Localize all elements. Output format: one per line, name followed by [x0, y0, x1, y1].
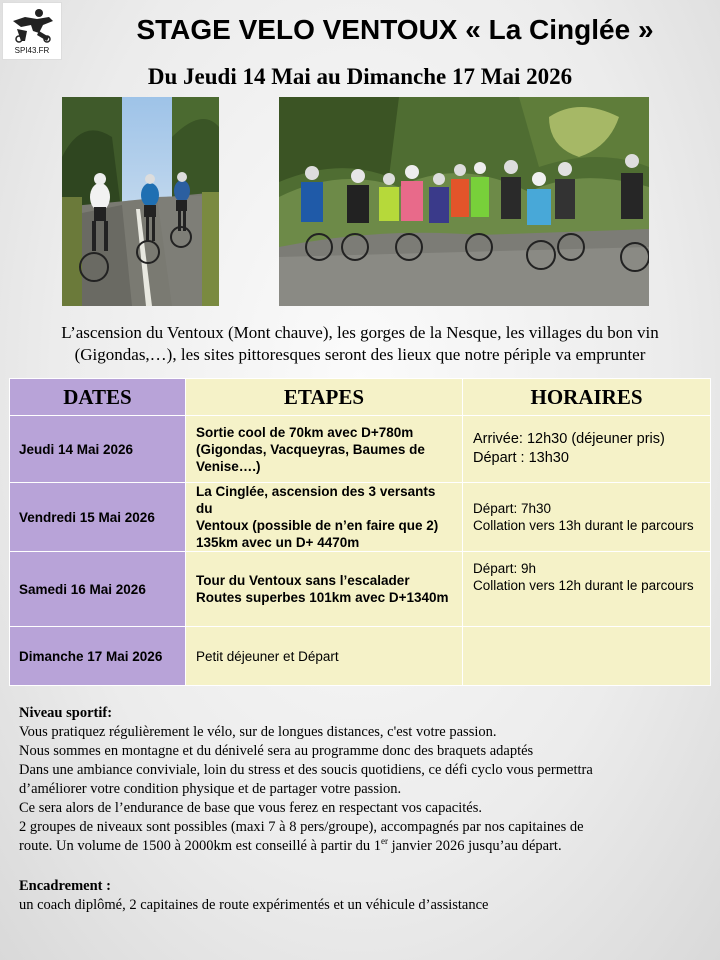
step-line: Ventoux (possible de n’en faire que 2) — [196, 518, 439, 533]
row-step — [186, 552, 463, 627]
logo-text: SPI43.FR — [14, 46, 50, 55]
table-row — [10, 627, 711, 686]
sport-line: Vous pratiquez régulièrement le vélo, sur de longues distances, c'est votre passion. — [19, 724, 497, 740]
row-date: Dimanche 17 Mai 2026 — [10, 627, 186, 686]
cyclist-icon — [9, 7, 57, 45]
step-line: Venise….) — [196, 458, 261, 474]
row-step — [186, 416, 463, 483]
table-row — [10, 416, 711, 483]
header-etapes: ETAPES — [186, 379, 463, 416]
sport-line: Ce sera alors de l’endurance de base que vous ferez en respectant vos capacités. — [19, 800, 482, 816]
sport-line-last — [19, 837, 709, 856]
intro-line-1: L’ascension du Ventoux (Mont chauve), les gorges de la Nesque, les villages du bon vin — [61, 323, 659, 342]
row-hours — [463, 483, 711, 552]
schedule-table — [9, 378, 711, 686]
step-line: Routes superbes 101km avec D+1340m — [196, 590, 449, 605]
row-date: Vendredi 15 Mai 2026 — [10, 483, 186, 552]
hour-line: Arrivée: 12h30 (déjeuner pris) — [473, 431, 665, 447]
row-step — [186, 627, 463, 686]
logo — [2, 2, 62, 60]
staff-heading: Encadrement : — [19, 878, 111, 894]
step-line: Petit déjeuner et Départ — [196, 648, 339, 664]
table-row — [10, 483, 711, 552]
sport-line: Dans une ambiance conviviale, loin du stress et des soucis quotidiens, ce défi cyclo vous permettra — [19, 762, 593, 778]
header-horaires: HORAIRES — [463, 379, 711, 416]
step-line: 135km avec un D+ 4470m — [196, 535, 360, 550]
table-row — [10, 552, 711, 627]
sport-heading: Niveau sportif: — [19, 705, 113, 721]
hour-line: Collation vers 13h durant le parcours — [473, 518, 694, 533]
sport-last-start: route. Un volume de 1500 à 2000km est conseillé à partir du 1 — [19, 838, 382, 854]
page-subtitle: Du Jeudi 14 Mai au Dimanche 17 Mai 2026 — [147, 64, 573, 89]
step-line: (Gigondas, Vacqueyras, Baumes de — [196, 441, 425, 457]
hour-line: Départ: 9h — [473, 561, 537, 576]
row-date: Jeudi 14 Mai 2026 — [10, 416, 186, 483]
row-date: Samedi 16 Mai 2026 — [10, 552, 186, 627]
photo-cyclists-road — [62, 97, 219, 306]
staff-section — [19, 877, 709, 915]
step-line: Tour du Ventoux sans l’escalader — [196, 573, 410, 588]
staff-text: un coach diplômé, 2 capitaines de route expérimentés et un véhicule d’assistance — [19, 897, 489, 913]
row-step — [186, 483, 463, 552]
row-hours — [463, 627, 711, 686]
hour-line: Collation vers 12h durant le parcours — [473, 578, 694, 593]
step-line: La Cinglée, ascension des 3 versants du — [196, 484, 436, 516]
intro-text — [0, 322, 720, 366]
table-header-row — [10, 379, 711, 416]
sport-last-end: janvier 2026 jusqu’au départ. — [388, 838, 562, 854]
row-hours — [463, 552, 711, 627]
hour-line: Départ : 13h30 — [473, 450, 569, 466]
page-title: STAGE VELO VENTOUX « La Cinglée » — [136, 14, 654, 45]
sport-line: 2 groupes de niveaux sont possibles (maxi 7 à 8 pers/groupe), accompagnés par nos capitaines de — [19, 819, 584, 835]
intro-line-2: (Gigondas,…), les sites pittoresques seront des lieux que notre périple va emprunter — [74, 345, 646, 364]
sport-level-section — [19, 704, 709, 856]
step-line: Sortie cool de 70km avec D+780m — [196, 424, 414, 440]
sport-line: d’améliorer votre condition physique et de partager votre passion. — [19, 781, 402, 797]
row-hours — [463, 416, 711, 483]
photo-group-cyclists — [279, 97, 649, 306]
hour-line: Départ: 7h30 — [473, 501, 552, 516]
sport-line: Nous sommes en montagne et du dénivelé sera au programme donc des braquets adaptés — [19, 743, 534, 759]
header-dates: DATES — [10, 379, 186, 416]
sport-last-sup: er — [381, 836, 389, 847]
